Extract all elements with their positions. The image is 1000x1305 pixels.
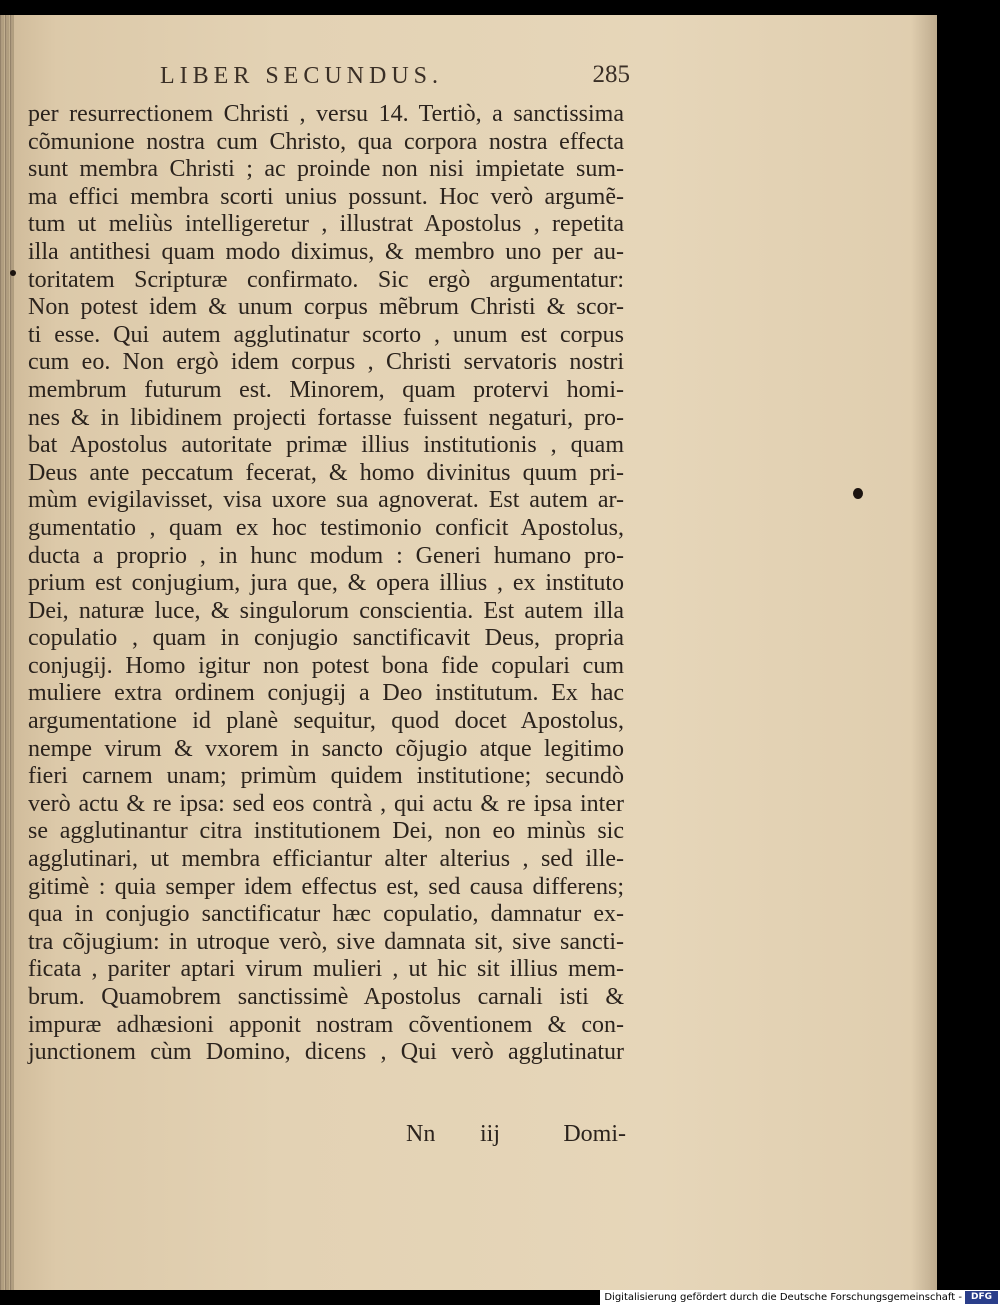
text-line: copulatio , quam in conjugio sanctificavit Deus, propria — [28, 625, 624, 652]
text-line: impuræ adhæsioni apponit nostram cõventionem & con- — [28, 1011, 624, 1038]
text-line: ducta a proprio , in hunc modum : Generi humano pro- — [28, 542, 624, 569]
text-line: brum. Quamobrem sanctissimè Apostolus carnali isti & — [28, 984, 624, 1010]
page-header — [160, 61, 630, 101]
text-line: nes & in libidinem projecti fortasse fuissent negaturi, pro- — [28, 404, 624, 431]
text-line: gumentatio , quam ex hoc testimonio conficit Apostolus, — [28, 514, 624, 541]
text-line: ficata , pariter aptari virum mulieri , ut hic sit illius mem- — [28, 956, 624, 983]
body-text — [28, 101, 624, 1067]
text-line: nempe virum & vxorem in sancto cõjugio atque legitimo — [28, 735, 624, 762]
text-line: ti esse. Qui autem agglutinatur scorto , unum est corpus — [28, 321, 624, 348]
text-line: fieri carnem unam; primùm quidem institutione; secundò — [28, 763, 624, 790]
text-line: junctionem cùm Domino, dicens , Qui verò agglutinatur — [28, 1039, 624, 1066]
catchword-line — [400, 1121, 626, 1151]
text-line: per resurrectionem Christi , versu 14. Tertiò, a sanctissima — [28, 101, 624, 127]
footer-bar — [600, 1290, 1000, 1305]
dfg-logo: DFG — [965, 1291, 998, 1304]
book-page — [0, 15, 937, 1290]
page-number: 285 — [592, 61, 630, 88]
ink-spot-right — [853, 488, 863, 499]
text-line: cõmunione nostra cum Christo, qua corpora nostra effecta — [28, 128, 624, 155]
text-line: qua in conjugio sanctificatur hæc copulatio, damnatur ex- — [28, 901, 624, 928]
text-line: bat Apostolus autoritate primæ illius institutionis , quam — [28, 432, 624, 459]
signature-mark: Nn — [406, 1121, 436, 1147]
text-line: gitimè : quia semper idem effectus est, sed causa differens; — [28, 873, 624, 900]
text-line: tum ut meliùs intelligeretur , illustrat Apostolus , repetita — [28, 211, 624, 238]
running-head: LIBER SECUNDUS. — [160, 63, 444, 89]
text-line: agglutinari, ut membra efficiantur alter alterius , sed ille- — [28, 846, 624, 873]
text-line: cum eo. Non ergò idem corpus , Christi servatoris nostri — [28, 349, 624, 376]
ink-spot-left — [10, 270, 16, 276]
text-line: verò actu & re ipsa: sed eos contrà , qui actu & re ipsa inter — [28, 790, 624, 817]
text-line: tra cõjugium: in utroque verò, sive damnata sit, sive sancti- — [28, 928, 624, 955]
text-line: sunt membra Christi ; ac proinde non nisi impietate sum- — [28, 156, 624, 183]
text-line: Deus ante peccatum fecerat, & homo divinitus quum pri- — [28, 459, 624, 486]
text-line: argumentatione id planè sequitur, quod docet Apostolus, — [28, 708, 624, 735]
text-line: muliere extra ordinem conjugij a Deo institutum. Ex hac — [28, 680, 624, 707]
text-line: membrum futurum est. Minorem, quam protervi homi- — [28, 376, 624, 403]
text-line: Dei, naturæ luce, & singulorum conscientia. Est autem illa — [28, 597, 624, 624]
text-line: toritatem Scripturæ confirmato. Sic ergò argumentatur: — [28, 266, 624, 293]
text-line: ma effici membra scorti unius possunt. Hoc verò argumẽ- — [28, 183, 624, 210]
catchword: Domi- — [563, 1121, 626, 1147]
text-line: prium est conjugium, jura que, & opera illius , ex instituto — [28, 570, 624, 597]
text-line: mùm evigilavisset, visa uxore sua agnoverat. Est autem ar- — [28, 487, 624, 514]
text-line: conjugij. Homo igitur non potest bona fide copulari cum — [28, 652, 624, 679]
gathering-number: iij — [480, 1121, 501, 1147]
funding-credit: Digitalisierung gefördert durch die Deutsche Forschungsgemeinschaft - — [604, 1292, 962, 1303]
text-line: Non potest idem & unum corpus mẽbrum Christi & scor- — [28, 294, 624, 321]
text-line: se agglutinantur citra institutionem Dei, non eo minùs sic — [28, 818, 624, 845]
text-line: illa antithesi quam modo diximus, & membro uno per au- — [28, 238, 624, 265]
